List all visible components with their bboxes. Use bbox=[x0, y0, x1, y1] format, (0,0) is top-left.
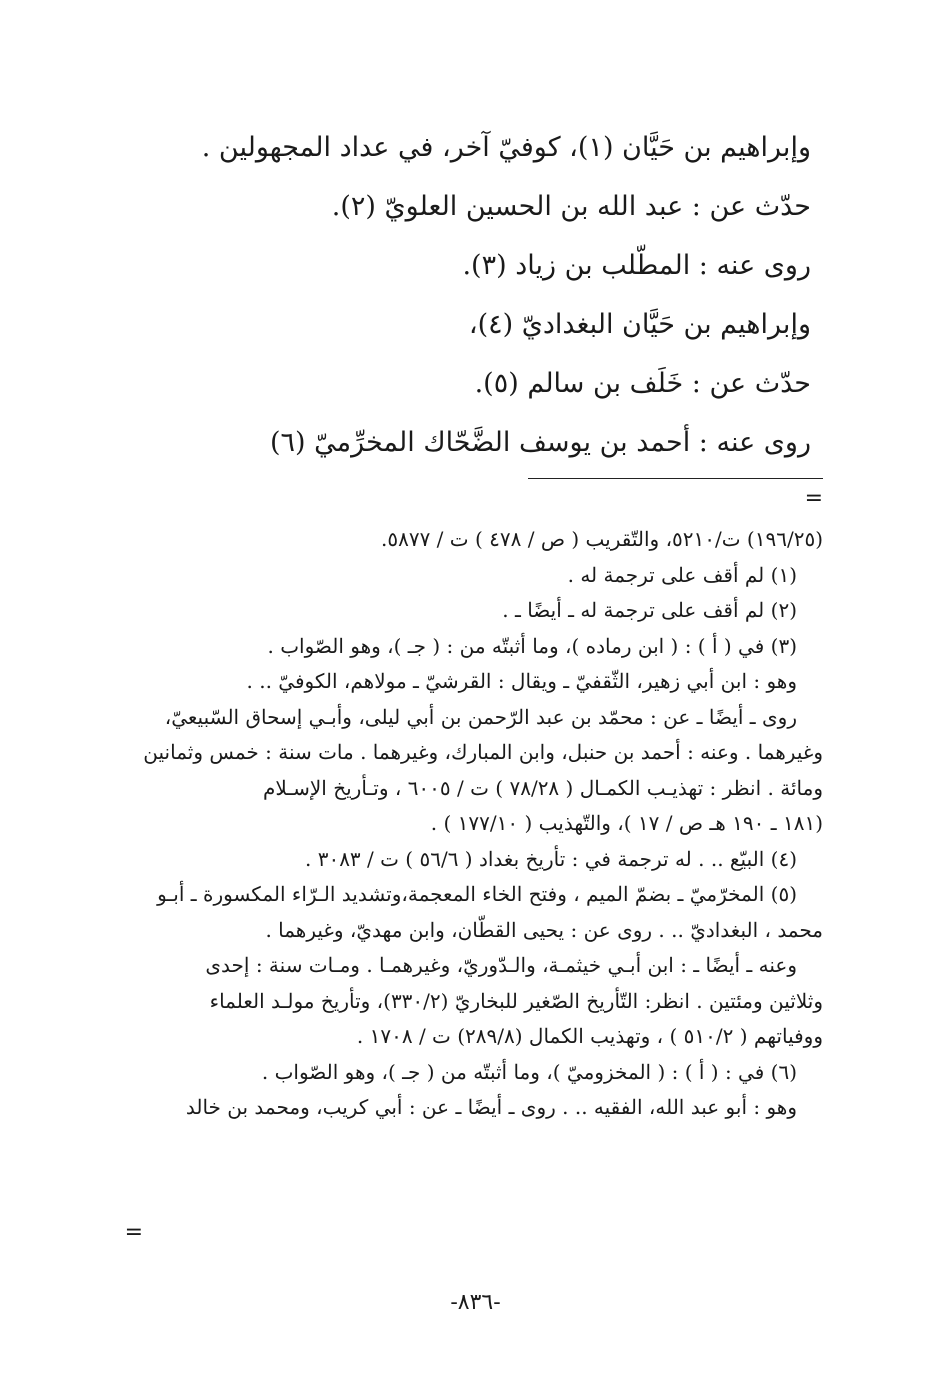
footnote-line: (٣) في ( أ ) : ( ابن رماده )، وما أثبتّه من : ( جـ )، وهو الصّواب . bbox=[267, 633, 797, 658]
page-number: -٨٣٦- bbox=[450, 1290, 501, 1315]
footnote-line: (١) لم أقف على ترجمة له . bbox=[567, 562, 797, 587]
main-text-line: حدّث عن : عبد الله بن الحسين العلويّ (٢). bbox=[331, 191, 811, 222]
main-text-line: وإبراهيم بن حَيَّان (١)، كوفيّ آخر، في عداد المجهولين . bbox=[201, 132, 811, 163]
footnote-line: (٤) البيّع .. . له ترجمة في : تأريخ بغداد ( ٥٦/٦ ) ت / ٣٠٨٣ . bbox=[304, 846, 797, 871]
footnote-line: محمد ، البغداديّ .. . روى عن : يحيى القطّان، وابن مهديّ، وغيرهما . bbox=[265, 917, 823, 942]
footnote-line: (٦) في : ( أ ) : ( المخزوميّ )، وما أثبتّه من ( جـ )، وهو الصّواب . bbox=[261, 1059, 797, 1084]
footnote-line: (٥) المخرّميّ ـ بضمّ الميم ، وفتح الخاء المعجمة،وتشديد الـرّاء المكسورة ـ أبـو bbox=[157, 882, 797, 906]
footnote-line: (٢) لم أقف على ترجمة له ـ أيضًا ـ . bbox=[502, 598, 797, 622]
footnotes-block bbox=[111, 522, 823, 1126]
main-text-block bbox=[151, 118, 811, 472]
footnote-line: وهو : ابن أبي زهير، الثّقفيّ ـ ويقال : القرشيّ ـ مولاهم، الكوفيّ .. . bbox=[246, 669, 797, 693]
footnote-line: وعنه ـ أيضًا ـ : ابن أبـي خيثمـة، والـدّوريّ، وغيرهمـا . ومـات سنة : إحدى bbox=[205, 953, 797, 977]
footnote-line: ووفياتهم ( ٥١٠/٢ ) ، وتهذيب الكمال (٢٨٩/٨) ت / ١٧٠٨ . bbox=[356, 1024, 823, 1048]
main-text-line: روى عنه : أحمد بن يوسف الضَّحّاك المخرِّميّ (٦) bbox=[269, 427, 811, 458]
footnote-line: وهو : أبو عبد الله، الفقيه .. . روى ـ أيضًا ـ عن : أبي كريب، ومحمد بن خالد bbox=[185, 1095, 797, 1119]
footnote-line: (١٩٦/٢٥) ت/٥٢١٠، والتّقريب ( ص / ٤٧٨ ) ت / ٥٨٧٧. bbox=[380, 527, 823, 551]
main-text-line: وإبراهيم بن حَيَّان البغداديّ (٤)، bbox=[468, 309, 811, 340]
footnote-line: (١٨١ ـ ١٩٠ هـ ص / ١٧ )، والتّهذيب ( ١٧٧/١٠ ) . bbox=[430, 811, 823, 835]
main-text-line: روى عنه : المطّلب بن زياد (٣). bbox=[462, 250, 811, 281]
footnote-line: ومائة . انظر : تهذيـب الكمـال ( ٧٨/٢٨ ) ت / ٦٠٠٥ ، وتـأريخ الإسـلام bbox=[262, 775, 823, 800]
footnote-divider bbox=[528, 478, 823, 479]
main-text-line: حدّث عن : خَلَف بن سالم (٥). bbox=[474, 368, 811, 399]
footnote-line: روى ـ أيضًا ـ عن : محمّد بن عبد الرّحمن بن أبي ليلى، وأبـي إسحاق السّبيعيّ، bbox=[164, 704, 797, 729]
footnote-line: وثلاثين ومئتين . انظر: التّأريخ الصّغير للبخاريّ (٣٣٠/٢)، وتأريخ مولـد العلماء bbox=[209, 988, 823, 1013]
continuation-mark-bottom: = bbox=[124, 1220, 143, 1245]
footnote-line: وغيرهما . وعنه : أحمد بن حنبل، وابن المبارك، وغيرهما . مات سنة : خمس وثمانين bbox=[143, 740, 823, 764]
continuation-mark-top: = bbox=[804, 486, 823, 511]
